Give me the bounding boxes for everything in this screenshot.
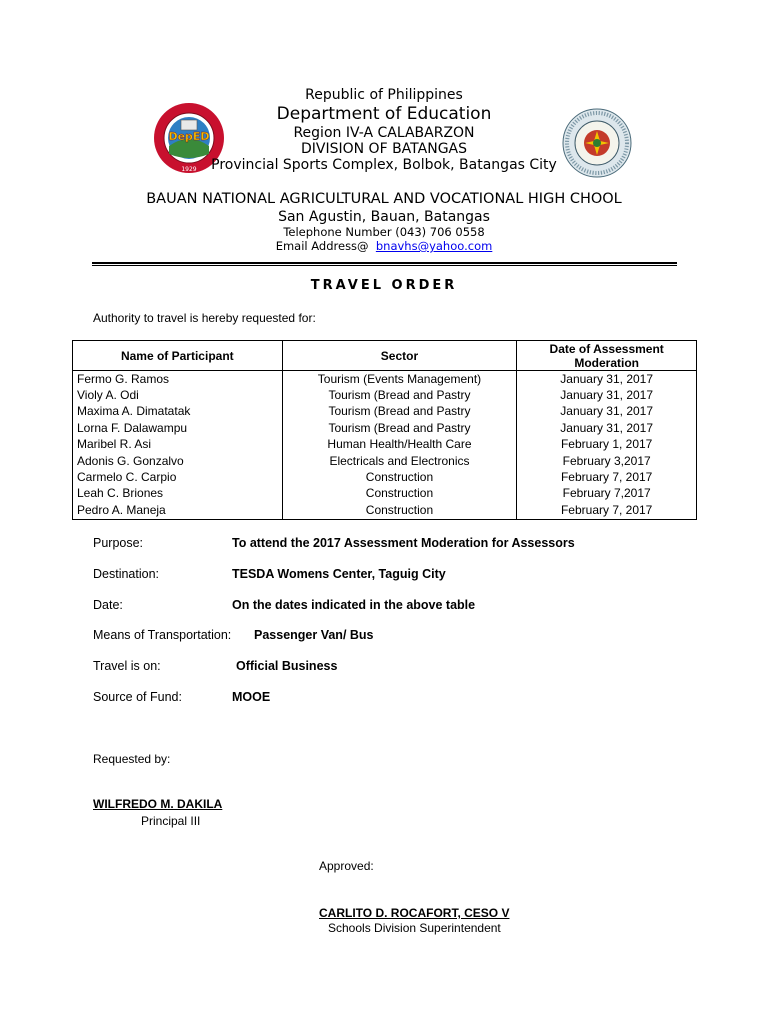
left-logo-text: DepED: [168, 130, 210, 143]
participant-date: February 7,2017: [517, 486, 697, 502]
participant-name: Carmelo C. Carpio: [73, 469, 283, 485]
left-logo-year: 1929: [181, 166, 197, 173]
participant-name: Pedro A. Maneja: [73, 502, 283, 519]
participant-sector: Tourism (Events Management): [282, 371, 517, 388]
participant-date: January 31, 2017: [517, 371, 697, 388]
participant-name: Maxima A. Dimatatak: [73, 404, 283, 420]
requester-title: Principal III: [141, 814, 201, 828]
participant-sector: Tourism (Bread and Pastry: [282, 420, 517, 436]
participant-date: January 31, 2017: [517, 404, 697, 420]
participant-date: January 31, 2017: [517, 420, 697, 436]
fund-label: Source of Fund:: [93, 690, 182, 704]
approver-name: CARLITO D. ROCAFORT, CESO V: [319, 906, 510, 920]
header-sector: Sector: [282, 341, 517, 371]
participant-name: Fermo G. Ramos: [73, 371, 283, 388]
transport-value: Passenger Van/ Bus: [254, 628, 374, 642]
participant-sector: Construction: [282, 502, 517, 519]
table-row: [73, 486, 697, 502]
header-name: Name of Participant: [73, 341, 283, 371]
approver-title: Schools Division Superintendent: [328, 921, 501, 935]
header-date: Date of Assessment Moderation: [517, 341, 697, 371]
destination-value: TESDA Womens Center, Taguig City: [232, 567, 446, 581]
email-label: Email Address@: [275, 239, 369, 253]
travel-label: Travel is on:: [93, 659, 161, 673]
table-row: [73, 371, 697, 388]
email-link[interactable]: bnavhs@yahoo.com: [375, 239, 493, 253]
table-row: [73, 420, 697, 436]
document-title: TRAVEL ORDER: [310, 278, 458, 293]
transport-label: Means of Transportation:: [93, 628, 232, 642]
purpose-label: Purpose:: [93, 536, 144, 550]
participant-name: Violy A. Odi: [73, 387, 283, 403]
table-row: [73, 469, 697, 485]
participant-name: Adonis G. Gonzalvo: [73, 453, 283, 469]
participants-table: [72, 340, 697, 520]
destination-label: Destination:: [93, 567, 160, 581]
school-name: BAUAN NATIONAL AGRICULTURAL AND VOCATIONAL HIGH CHOOL: [146, 191, 622, 207]
participant-date: February 3,2017: [517, 453, 697, 469]
participant-name: Lorna F. Dalawampu: [73, 420, 283, 436]
republic-heading: Republic of Philippines: [305, 87, 463, 103]
requested-by-label: Requested by:: [93, 752, 171, 766]
school-email-line: [0, 239, 768, 253]
requester-name: WILFREDO M. DAKILA: [93, 797, 223, 811]
table-row: [73, 453, 697, 469]
participant-sector: Electricals and Electronics: [282, 453, 517, 469]
school-address: San Agustin, Bauan, Batangas: [278, 209, 490, 225]
travel-value: Official Business: [236, 659, 338, 673]
table-header-row: [73, 341, 697, 371]
participant-sector: Construction: [282, 486, 517, 502]
purpose-value: To attend the 2017 Assessment Moderation for Assessors: [232, 536, 575, 550]
table-row: [73, 502, 697, 519]
participant-date: January 31, 2017: [517, 387, 697, 403]
participant-date: February 7, 2017: [517, 469, 697, 485]
participant-sector: Construction: [282, 469, 517, 485]
division-heading: DIVISION OF BATANGAS: [300, 141, 468, 157]
participant-name: Maribel R. Asi: [73, 437, 283, 453]
fund-value: MOOE: [232, 690, 271, 704]
approved-label: Approved:: [319, 859, 374, 873]
date-label: Date:: [93, 598, 123, 612]
participant-sector: Tourism (Bread and Pastry: [282, 387, 517, 403]
date-value: On the dates indicated in the above table: [232, 598, 476, 612]
participant-sector: Tourism (Bread and Pastry: [282, 404, 517, 420]
intro-text: Authority to travel is hereby requested for:: [93, 311, 316, 325]
participant-sector: Human Health/Health Care: [282, 437, 517, 453]
school-telephone: Telephone Number (043) 706 0558: [283, 225, 485, 239]
participant-name: Leah C. Briones: [73, 486, 283, 502]
table-row: [73, 387, 697, 403]
department-heading: Department of Education: [276, 104, 492, 124]
division-address: Provincial Sports Complex, Bolbok, Batangas City: [211, 157, 557, 173]
header-divider: [92, 262, 677, 266]
participant-date: February 1, 2017: [517, 437, 697, 453]
table-row: [73, 404, 697, 420]
table-row: [73, 437, 697, 453]
region-heading: Region IV-A CALABARZON: [293, 125, 475, 141]
participant-date: February 7, 2017: [517, 502, 697, 519]
